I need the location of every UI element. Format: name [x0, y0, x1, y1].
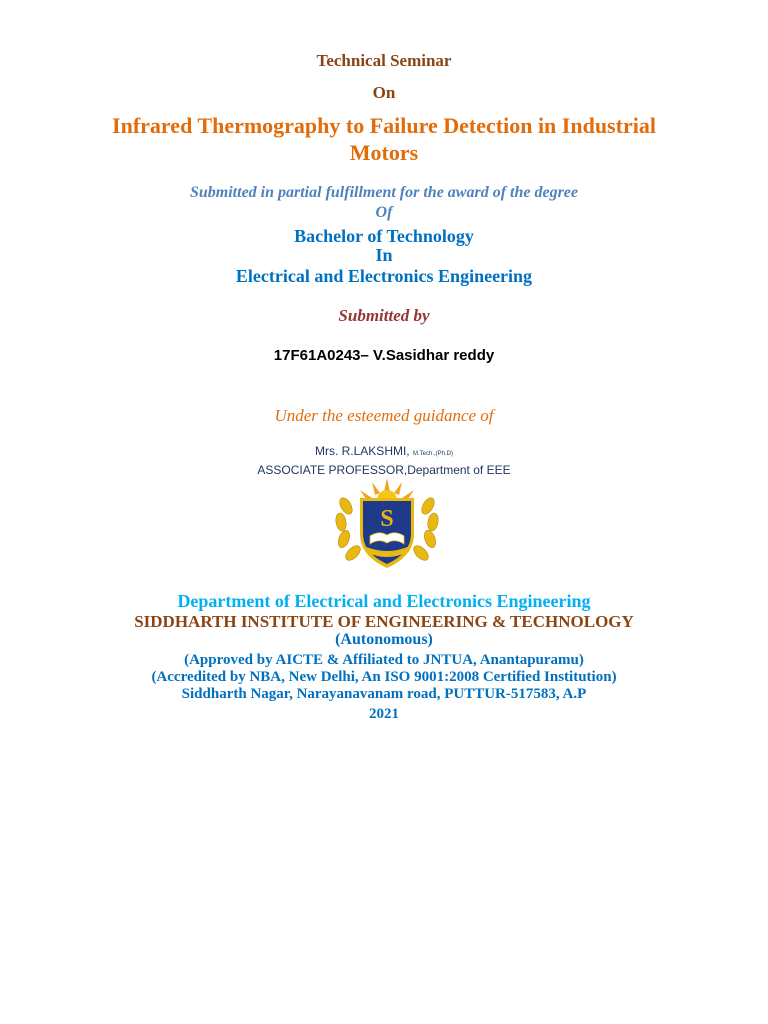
seminar-title-line-1: Infrared Thermography to Failure Detection in Industrial: [112, 113, 656, 138]
college-crest-icon: [334, 478, 440, 570]
partial-fulfillment-text: Submitted in partial fulfillment for the award of the degree: [189, 184, 578, 201]
seminar-heading: Technical Seminar: [316, 51, 452, 70]
submitted-by-label: Submitted by: [338, 306, 430, 325]
guidance-label: Under the esteemed guidance of: [274, 406, 494, 425]
department-name: Department of Electrical and Electronics Engineering: [177, 591, 591, 611]
of-label: Of: [375, 204, 393, 221]
guide-name: Mrs. R.LAKSHMI,: [314, 444, 410, 458]
accreditation-text: (Accredited by NBA, New Delhi, An ISO 9001:2008 Certified Institution): [151, 669, 617, 685]
approval-text: (Approved by AICTE & Affiliated to JNTUA, Anantapuramu): [184, 652, 584, 668]
institution-address: Siddharth Nagar, Narayanavanam road, PUTTUR-517583, A.P: [181, 686, 587, 702]
crest-letter: S: [380, 506, 394, 532]
student-name: 17F61A0243– V.Sasidhar reddy: [273, 347, 495, 364]
in-label: In: [375, 245, 393, 265]
degree-name: Bachelor of Technology: [294, 226, 474, 246]
branch-name: Electrical and Electronics Engineering: [235, 266, 533, 286]
institution-status: (Autonomous): [335, 631, 433, 648]
seminar-title-line-2: Motors: [349, 140, 419, 165]
guide-name-line: [0, 444, 768, 458]
institution-name: SIDDHARTH INSTITUTE OF ENGINEERING & TECHNOLOGY: [134, 612, 634, 631]
guide-qualification: M.Tech.,(Ph.D): [413, 451, 454, 457]
guide-designation: ASSOCIATE PROFESSOR,Department of EEE: [257, 463, 511, 477]
on-label: On: [372, 83, 396, 102]
year: 2021: [369, 706, 399, 722]
